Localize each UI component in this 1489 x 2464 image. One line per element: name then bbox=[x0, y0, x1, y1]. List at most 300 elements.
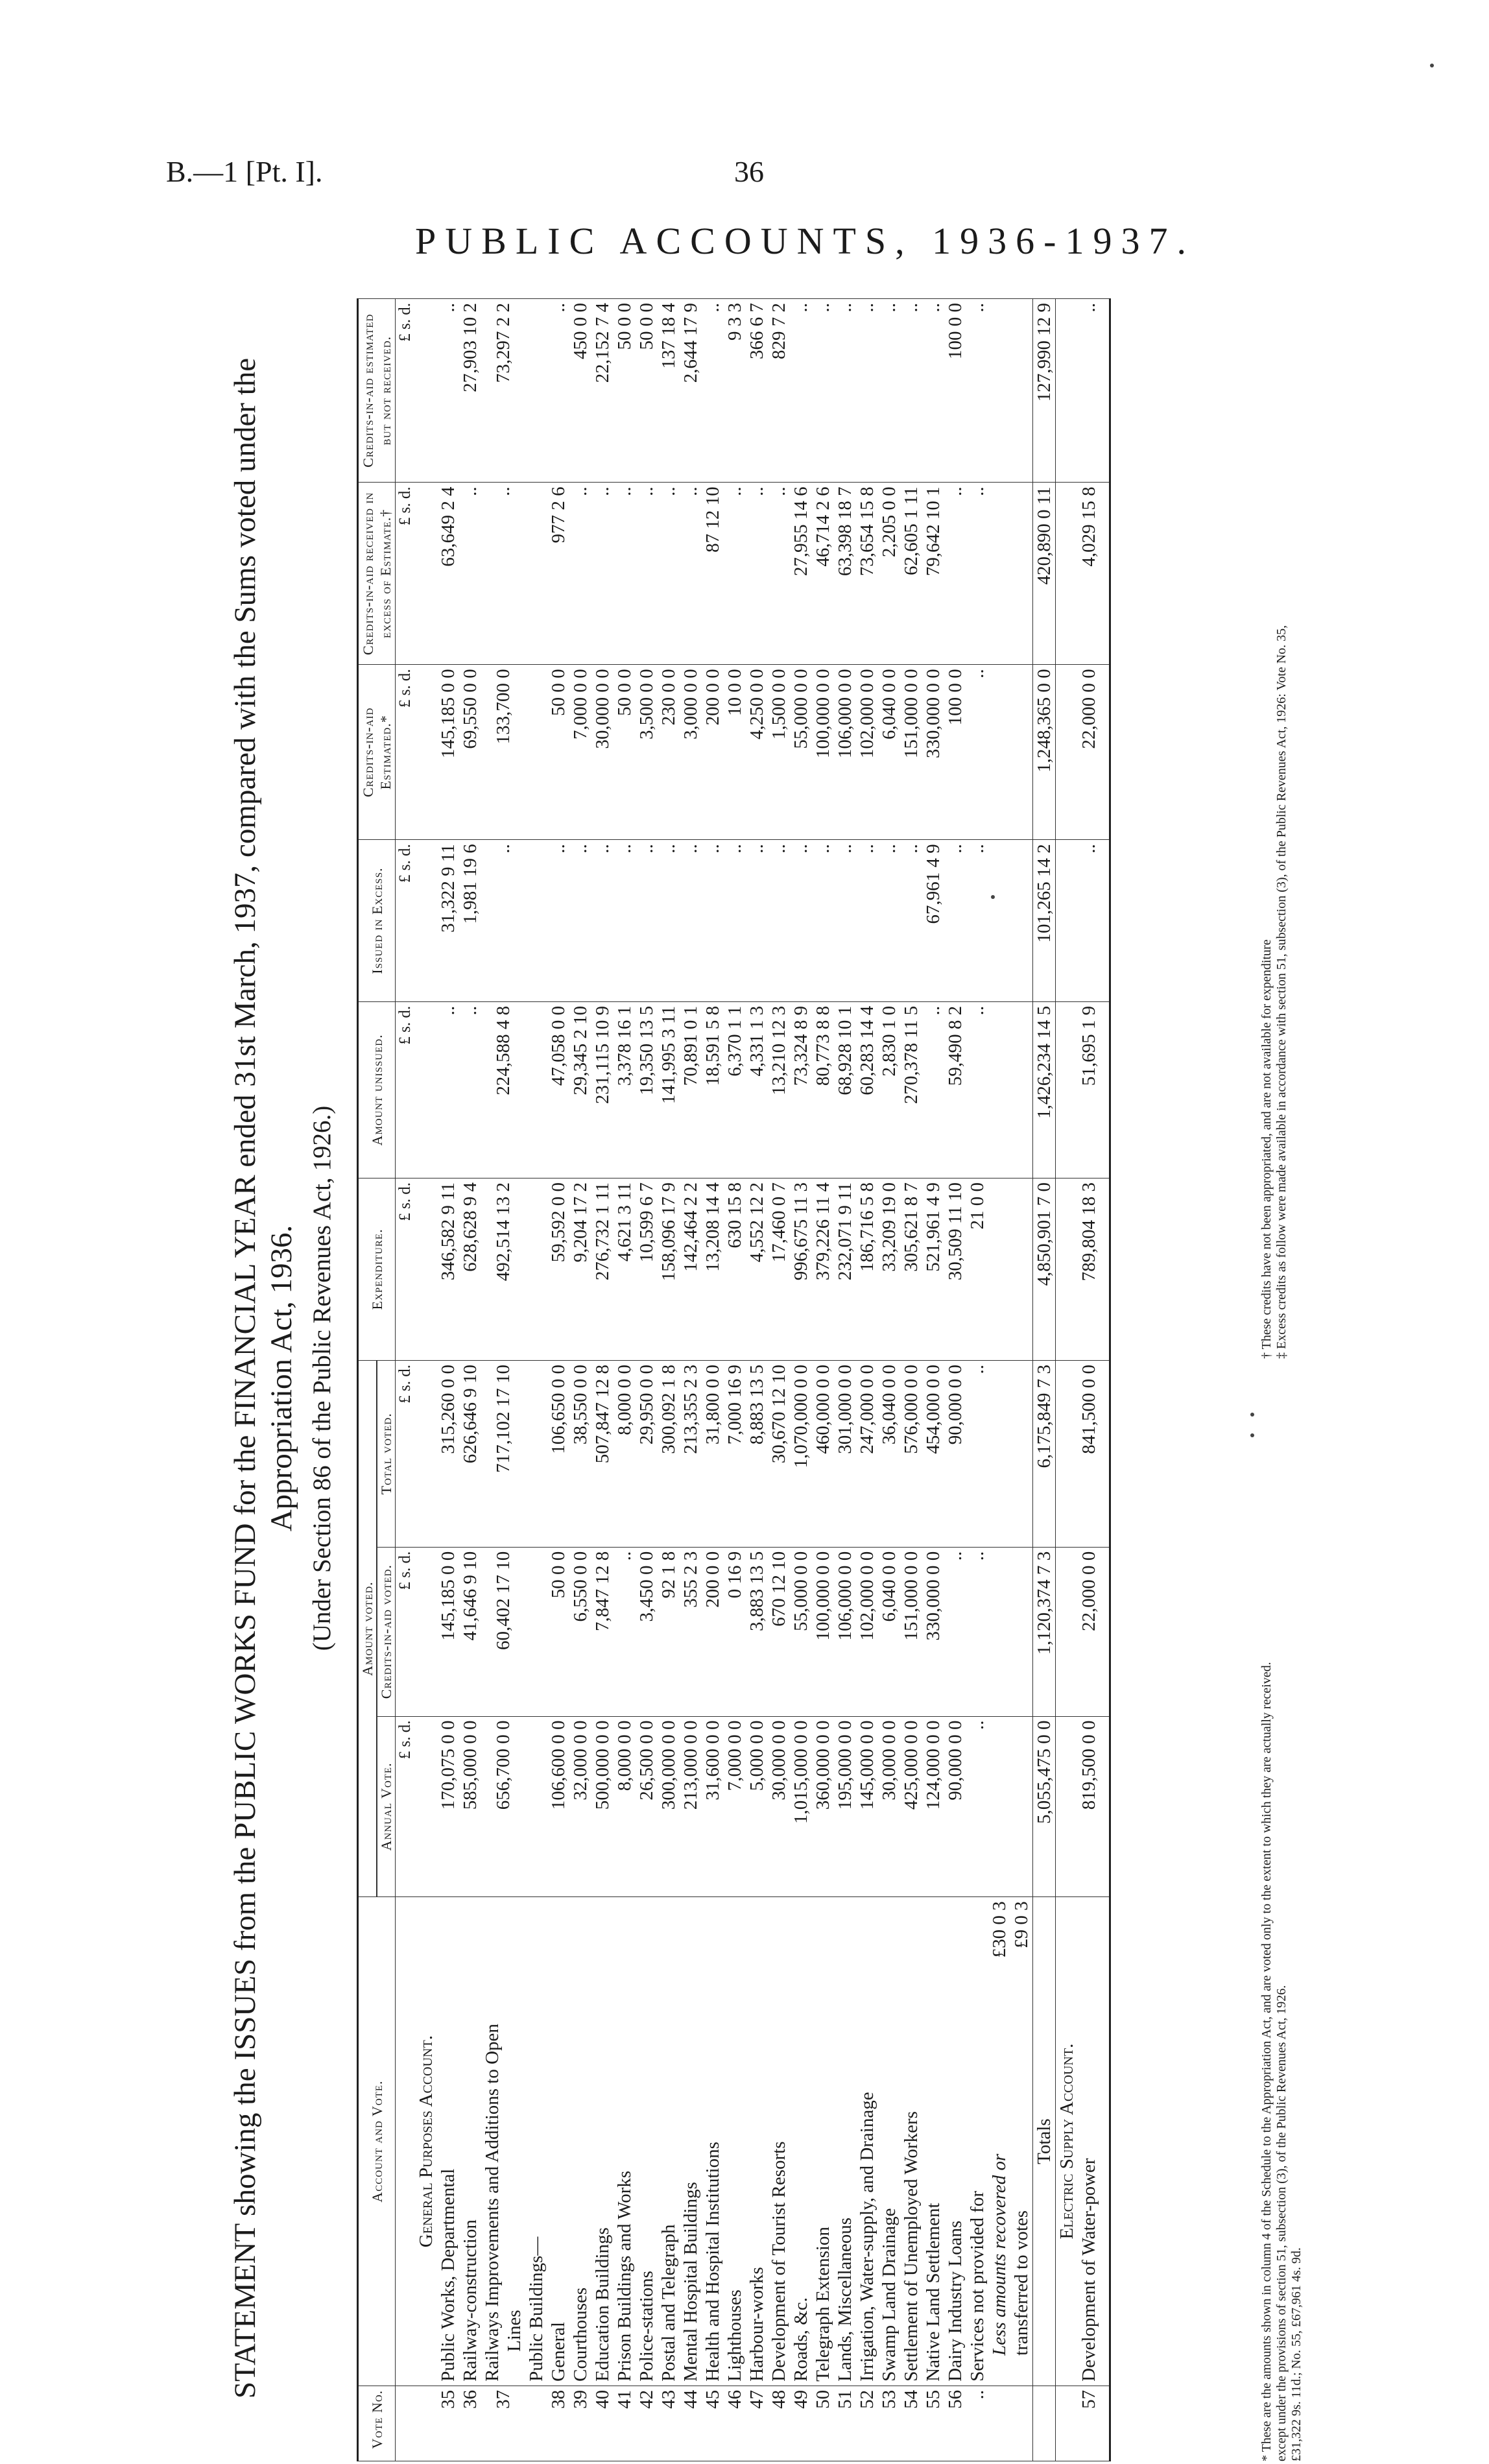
amount-cia-est: 100 0 0 bbox=[944, 665, 966, 840]
amount-unissued: 4,331 1 3 bbox=[746, 1001, 768, 1178]
amount-cia-nr: 22,152 7 4 bbox=[591, 299, 613, 483]
vote-name-text: Telegraph Extension bbox=[813, 2227, 833, 2382]
units-cell: £ s. d. bbox=[396, 1001, 416, 1178]
amount-unissued: 13,210 12 3 bbox=[768, 1001, 790, 1178]
amount-exp: 305,621 8 7 bbox=[900, 1178, 922, 1360]
empty-cell bbox=[988, 840, 1010, 1002]
vote-name-text: Mental Hospital Buildings bbox=[680, 2182, 701, 2382]
vote-number: 51 bbox=[834, 2386, 856, 2461]
vote-name-text: Lighthouses bbox=[724, 2290, 745, 2382]
amount-exp: 276,732 1 11 bbox=[591, 1178, 613, 1360]
amount-excess: .. bbox=[900, 840, 922, 1002]
less-amount: £9 0 3 bbox=[1011, 1901, 1032, 1948]
amount-cia-exc: .. bbox=[591, 483, 613, 665]
vote-name-continued: Lines bbox=[504, 2310, 525, 2352]
amount-cia: 102,000 0 0 bbox=[856, 1547, 878, 1716]
table-row bbox=[591, 299, 613, 2461]
table-row bbox=[702, 299, 724, 2461]
empty-cell bbox=[1056, 483, 1078, 665]
amount-excess: .. bbox=[569, 840, 591, 1002]
amount-unissued: 60,283 14 4 bbox=[856, 1001, 878, 1178]
empty-cell bbox=[988, 1178, 1010, 1360]
amount-unissued: 6,370 1 1 bbox=[724, 1001, 746, 1178]
section-row-electric bbox=[1056, 299, 1078, 2461]
vote-number: 35 bbox=[437, 2386, 459, 2461]
amount-excess: .. bbox=[834, 840, 856, 1002]
vote-name-text: Dairy Industry Loans bbox=[945, 2220, 966, 2382]
amount-cia: 55,000 0 0 bbox=[790, 1547, 812, 1716]
vote-name bbox=[437, 1897, 459, 2386]
footnote-dagger-line1: † These credits have not been appropriated, and are not available for expenditure bbox=[1259, 939, 1274, 1359]
amount-annual: 656,700 0 0 bbox=[481, 1716, 525, 1897]
amount-annual: 360,000 0 0 bbox=[812, 1716, 834, 1897]
amount-annual: 1,015,000 0 0 bbox=[790, 1716, 812, 1897]
vote-name bbox=[569, 1897, 591, 2386]
amount-exp: 9,204 17 2 bbox=[569, 1178, 591, 1360]
table-row bbox=[834, 299, 856, 2461]
amount-annual: 7,000 0 0 bbox=[724, 1716, 746, 1897]
col-unissued: Amount unissued. bbox=[358, 1001, 396, 1178]
units-cell: £ s. d. bbox=[396, 1547, 416, 1716]
vote-number: 54 bbox=[900, 2386, 922, 2461]
empty-cell bbox=[1100, 1897, 1110, 2386]
amount-exp: 628,628 9 4 bbox=[459, 1178, 481, 1360]
empty-cell bbox=[1056, 299, 1078, 483]
empty-cell bbox=[1010, 1178, 1033, 1360]
vote-name bbox=[613, 1897, 636, 2386]
amount-cia-est: 133,700 0 bbox=[481, 665, 525, 840]
less-amount: £30 0 3 bbox=[989, 1901, 1010, 1958]
amount-total: 31,800 0 0 bbox=[702, 1360, 724, 1547]
amount-cia-exc: 977 2 6 bbox=[547, 483, 569, 665]
amount-excess: .. bbox=[966, 840, 988, 1002]
table-row bbox=[746, 299, 768, 2461]
amount-unissued: 68,928 10 1 bbox=[834, 1001, 856, 1178]
less-label bbox=[988, 1897, 1010, 2386]
amount-cia-nr: 2,644 17 9 bbox=[680, 299, 702, 483]
vote-name-text: Postal and Telegraph bbox=[658, 2224, 679, 2382]
amount-cia-nr: 450 0 0 bbox=[569, 299, 591, 483]
statement-title-line1: STATEMENT showing the ISSUES from the PUBLIC WORKS FUND for the FINANCIAL YEAR ended 31st March, 1937, compared with the Sums voted under the bbox=[228, 357, 262, 2399]
amount-exp: 346,582 9 11 bbox=[437, 1178, 459, 1360]
amount-excess: 1,981 19 6 bbox=[459, 840, 481, 1002]
empty-cell bbox=[1100, 665, 1110, 840]
section-cell bbox=[1056, 2386, 1078, 2461]
amount-cia-nr: 9 3 3 bbox=[724, 299, 746, 483]
amount-cia-est: 200 0 0 bbox=[702, 665, 724, 840]
amount-cia-nr: .. bbox=[856, 299, 878, 483]
amount-exp: 4,552 12 2 bbox=[746, 1178, 768, 1360]
amount-excess: .. bbox=[812, 840, 834, 1002]
vote-name bbox=[944, 1897, 966, 2386]
amount-total: 460,000 0 0 bbox=[812, 1360, 834, 1547]
vote-name bbox=[459, 1897, 481, 2386]
amount-cia-est: 7,000 0 0 bbox=[569, 665, 591, 840]
statement-subtitle: (Under Section 86 of the Public Revenues Act, 1926.) bbox=[308, 1105, 336, 1651]
empty-cell bbox=[988, 1547, 1010, 1716]
amount-total: 454,000 0 0 bbox=[922, 1360, 944, 1547]
amount-cia: 355 2 3 bbox=[680, 1547, 702, 1716]
footnote-star bbox=[1259, 1398, 1304, 2461]
amount-exp: 142,464 2 2 bbox=[680, 1178, 702, 1360]
amount-annual: 170,075 0 0 bbox=[437, 1716, 459, 1897]
amount-exp bbox=[525, 1178, 547, 1360]
amount-excess: .. bbox=[680, 840, 702, 1002]
amount-total: 315,260 0 0 bbox=[437, 1360, 459, 1547]
vote-name bbox=[746, 1897, 768, 2386]
amount-cia-exc: 2,205 0 0 bbox=[878, 483, 900, 665]
amount-exp: 10,599 6 7 bbox=[636, 1178, 658, 1360]
vote-number: .. bbox=[966, 2386, 988, 2461]
units-row bbox=[396, 299, 416, 2461]
amount-unissued: .. bbox=[966, 1001, 988, 1178]
amount-excess: .. bbox=[613, 840, 636, 1002]
amount-unissued: 70,891 0 1 bbox=[680, 1001, 702, 1178]
empty-cell bbox=[1010, 840, 1033, 1002]
amount-cia-exc: 63,398 18 7 bbox=[834, 483, 856, 665]
amount-cia-nr: 100 0 0 bbox=[944, 299, 966, 483]
empty-cell bbox=[1056, 1547, 1078, 1716]
amount-unissued: .. bbox=[459, 1001, 481, 1178]
amount-total: 841,500 0 0 bbox=[1078, 1360, 1100, 1547]
empty-cell bbox=[1010, 1547, 1033, 1716]
empty-cell bbox=[1056, 1178, 1078, 1360]
vote-name bbox=[856, 1897, 878, 2386]
table-row bbox=[768, 299, 790, 2461]
total-unissued: 1,426,234 14 5 bbox=[1033, 1001, 1056, 1178]
amount-cia: .. bbox=[966, 1547, 988, 1716]
amount-exp: 158,096 17 9 bbox=[658, 1178, 680, 1360]
less-label bbox=[1010, 1897, 1033, 2386]
total-total: 6,175,849 7 3 bbox=[1033, 1360, 1056, 1547]
amount-cia-est: 30,000 0 0 bbox=[591, 665, 613, 840]
amount-annual: 30,000 0 0 bbox=[878, 1716, 900, 1897]
amount-cia-est: 55,000 0 0 bbox=[790, 665, 812, 840]
amount-annual: 26,500 0 0 bbox=[636, 1716, 658, 1897]
amount-unissued: 51,695 1 9 bbox=[1078, 1001, 1100, 1178]
vote-name-text: Roads, &c. bbox=[791, 2297, 811, 2382]
empty-cell bbox=[1100, 1001, 1110, 1178]
vote-name-text: Prison Buildings and Works bbox=[614, 2170, 635, 2382]
totals-row bbox=[1033, 299, 1056, 2461]
vote-number bbox=[1033, 2386, 1056, 2461]
totals-label: Totals bbox=[1033, 1897, 1056, 2386]
footnote-star-line1: * These are the amounts shown in column 4 of the Schedule to the Appropriation Act, and are voted only to the extent to which they are actually received. bbox=[1259, 1662, 1274, 2461]
amount-cia-nr: 73,297 2 2 bbox=[481, 299, 525, 483]
amount-cia-nr: 50 0 0 bbox=[636, 299, 658, 483]
section-heading-general: General Purposes Account. bbox=[415, 1897, 437, 2386]
units-cell: £ s. d. bbox=[396, 1360, 416, 1547]
units-cell bbox=[396, 2386, 416, 2461]
amount-cia-est: 145,185 0 0 bbox=[437, 665, 459, 840]
vote-name-text: Public Buildings— bbox=[526, 2236, 547, 2382]
rotated-statement bbox=[227, 295, 1304, 2461]
amount-total: 30,670 12 10 bbox=[768, 1360, 790, 1547]
vote-name-text: Public Works, Departmental bbox=[438, 2168, 459, 2382]
less-text: Less amounts recovered or bbox=[989, 2153, 1010, 2356]
amount-unissued: 59,490 8 2 bbox=[944, 1001, 966, 1178]
amount-exp: 521,961 4 9 bbox=[922, 1178, 944, 1360]
vote-name bbox=[768, 1897, 790, 2386]
vote-name bbox=[680, 1897, 702, 2386]
amount-total: 1,070,000 0 0 bbox=[790, 1360, 812, 1547]
amount-excess: .. bbox=[591, 840, 613, 1002]
issues-table bbox=[357, 298, 1111, 2461]
amount-cia-est: 22,000 0 0 bbox=[1078, 665, 1100, 840]
amount-cia: .. bbox=[944, 1547, 966, 1716]
amount-unissued: 80,773 8 8 bbox=[812, 1001, 834, 1178]
amount-cia-nr: .. bbox=[922, 299, 944, 483]
amount-total: 8,000 0 0 bbox=[613, 1360, 636, 1547]
amount-cia-exc: 87 12 10 bbox=[702, 483, 724, 665]
spacer-row bbox=[1100, 299, 1110, 2461]
table-row bbox=[878, 299, 900, 2461]
statement-title bbox=[227, 295, 300, 2461]
section-cell bbox=[415, 2386, 437, 2461]
empty-cell bbox=[1100, 1547, 1110, 1716]
amount-cia-exc: .. bbox=[746, 483, 768, 665]
amount-unissued bbox=[525, 1001, 547, 1178]
vote-number: 46 bbox=[724, 2386, 746, 2461]
table-row bbox=[636, 299, 658, 2461]
amount-annual: 819,500 0 0 bbox=[1078, 1716, 1100, 1897]
amount-excess: .. bbox=[481, 840, 525, 1002]
amount-cia-exc: .. bbox=[680, 483, 702, 665]
empty-cell bbox=[988, 483, 1010, 665]
amount-cia-est: 151,000 0 0 bbox=[900, 665, 922, 840]
amount-cia-nr: .. bbox=[878, 299, 900, 483]
empty-cell bbox=[988, 299, 1010, 483]
vote-name bbox=[922, 1897, 944, 2386]
units-cell: £ s. d. bbox=[396, 1178, 416, 1360]
amount-annual: 300,000 0 0 bbox=[658, 1716, 680, 1897]
amount-cia-nr bbox=[525, 299, 547, 483]
page-number: 36 bbox=[734, 155, 764, 188]
amount-annual: 31,600 0 0 bbox=[702, 1716, 724, 1897]
amount-cia-exc bbox=[525, 483, 547, 665]
amount-exp: 232,071 9 11 bbox=[834, 1178, 856, 1360]
table-row bbox=[437, 299, 459, 2461]
amount-total: 507,847 12 8 bbox=[591, 1360, 613, 1547]
amount-unissued: 29,345 2 10 bbox=[569, 1001, 591, 1178]
amount-total: 576,000 0 0 bbox=[900, 1360, 922, 1547]
vote-name bbox=[966, 1897, 988, 2386]
amount-annual: 8,000 0 0 bbox=[613, 1716, 636, 1897]
amount-total bbox=[525, 1360, 547, 1547]
amount-total: 106,650 0 0 bbox=[547, 1360, 569, 1547]
amount-unissued: 19,350 13 5 bbox=[636, 1001, 658, 1178]
col-cia-not-received: Credits-in-aid estimated but not received. bbox=[358, 299, 396, 483]
amount-unissued: .. bbox=[437, 1001, 459, 1178]
units-cell: £ s. d. bbox=[396, 665, 416, 840]
col-expenditure: Expenditure. bbox=[358, 1178, 396, 1360]
amount-cia-est bbox=[525, 665, 547, 840]
amount-cia-exc: .. bbox=[636, 483, 658, 665]
header-row bbox=[358, 299, 377, 2461]
col-total-voted: Total voted. bbox=[377, 1360, 396, 1547]
vote-name-text: Lands, Miscellaneous bbox=[835, 2217, 855, 2382]
amount-cia-nr: .. bbox=[702, 299, 724, 483]
empty-cell bbox=[988, 1360, 1010, 1547]
amount-exp: 379,226 11 4 bbox=[812, 1178, 834, 1360]
vote-number: 49 bbox=[790, 2386, 812, 2461]
amount-excess: .. bbox=[746, 840, 768, 1002]
empty-cell bbox=[1100, 299, 1110, 483]
amount-cia: 41,646 9 10 bbox=[459, 1547, 481, 1716]
amount-cia: 145,185 0 0 bbox=[437, 1547, 459, 1716]
vote-name-text: Native Land Settlement bbox=[923, 2203, 944, 2382]
amount-cia-nr: 27,903 10 2 bbox=[459, 299, 481, 483]
amount-excess: .. bbox=[768, 840, 790, 1002]
vote-name bbox=[724, 1897, 746, 2386]
amount-cia-exc: .. bbox=[944, 483, 966, 665]
vote-name bbox=[834, 1897, 856, 2386]
running-title: PUBLIC ACCOUNTS, 1936-1937. bbox=[415, 220, 1195, 262]
footnote-star-line2: except under the provisions of section 51, subsection (3), of the Public Revenues Act, 1926. bbox=[1274, 1985, 1289, 2461]
empty-cell bbox=[1056, 1001, 1078, 1178]
speck bbox=[1430, 64, 1434, 67]
amount-cia-exc: .. bbox=[569, 483, 591, 665]
table-row bbox=[944, 299, 966, 2461]
amount-cia: 6,040 0 0 bbox=[878, 1547, 900, 1716]
empty-cell bbox=[1100, 2386, 1110, 2461]
table-row bbox=[966, 299, 988, 2461]
empty-cell bbox=[1010, 1716, 1033, 1897]
amount-cia: 106,000 0 0 bbox=[834, 1547, 856, 1716]
amount-annual: 106,600 0 0 bbox=[547, 1716, 569, 1897]
amount-cia: 151,000 0 0 bbox=[900, 1547, 922, 1716]
amount-cia-nr: .. bbox=[1078, 299, 1100, 483]
vote-name-text: Swamp Land Drainage bbox=[879, 2208, 899, 2382]
amount-cia-exc: 79,642 10 1 bbox=[922, 483, 944, 665]
empty-cell bbox=[1056, 665, 1078, 840]
amount-cia-exc: .. bbox=[459, 483, 481, 665]
vote-number: 52 bbox=[856, 2386, 878, 2461]
amount-annual: 32,000 0 0 bbox=[569, 1716, 591, 1897]
table-row bbox=[724, 299, 746, 2461]
vote-name bbox=[547, 1897, 569, 2386]
empty-cell bbox=[1010, 483, 1033, 665]
vote-number: 40 bbox=[591, 2386, 613, 2461]
col-cia-excess: Credits-in-aid received in excess of Estimate.† bbox=[358, 483, 396, 665]
amount-exp: 17,460 0 7 bbox=[768, 1178, 790, 1360]
vote-number: 53 bbox=[878, 2386, 900, 2461]
vote-number: 44 bbox=[680, 2386, 702, 2461]
vote-number: 45 bbox=[702, 2386, 724, 2461]
table-row bbox=[680, 299, 702, 2461]
vote-name bbox=[790, 1897, 812, 2386]
amount-total: 38,550 0 0 bbox=[569, 1360, 591, 1547]
empty-cell bbox=[1100, 840, 1110, 1002]
vote-number: 50 bbox=[812, 2386, 834, 2461]
total-excess: 101,265 14 2 bbox=[1033, 840, 1056, 1002]
table-row bbox=[658, 299, 680, 2461]
amount-cia-nr: .. bbox=[834, 299, 856, 483]
amount-excess bbox=[525, 840, 547, 1002]
amount-cia: 330,000 0 0 bbox=[922, 1547, 944, 1716]
amount-cia-est: 50 0 0 bbox=[547, 665, 569, 840]
amount-cia: 3,450 0 0 bbox=[636, 1547, 658, 1716]
amount-excess: .. bbox=[724, 840, 746, 1002]
amount-exp: 13,208 14 4 bbox=[702, 1178, 724, 1360]
vote-number: 57 bbox=[1078, 2386, 1100, 2461]
vote-name bbox=[481, 1897, 525, 2386]
amount-cia-est: 1,500 0 0 bbox=[768, 665, 790, 840]
empty-cell bbox=[1100, 1716, 1110, 1897]
section-reference: B.—1 [Pt. I]. bbox=[166, 155, 323, 188]
vote-number: 41 bbox=[613, 2386, 636, 2461]
amount-total: 301,000 0 0 bbox=[834, 1360, 856, 1547]
amount-annual: .. bbox=[966, 1716, 988, 1897]
less-text: transferred to votes bbox=[1011, 2210, 1032, 2356]
empty-cell bbox=[1010, 1360, 1033, 1547]
amount-total: 7,000 16 9 bbox=[724, 1360, 746, 1547]
footnote-dagger-line2: ‡ Excess credits as follow were made available in accordance with section 51, subsection (3), of the Public Revenues Act, 1926: Vote No. 35, bbox=[1274, 625, 1289, 1359]
amount-cia-est: 50 0 0 bbox=[613, 665, 636, 840]
amount-cia-est: 330,000 0 0 bbox=[922, 665, 944, 840]
amount-cia-nr: 366 6 7 bbox=[746, 299, 768, 483]
empty-cell bbox=[1100, 483, 1110, 665]
less-row bbox=[1010, 299, 1033, 2461]
vote-number bbox=[1010, 2386, 1033, 2461]
amount-excess: .. bbox=[790, 840, 812, 1002]
amount-cia-exc: .. bbox=[724, 483, 746, 665]
vote-name bbox=[900, 1897, 922, 2386]
col-amount-voted: Amount voted. bbox=[358, 1360, 377, 1896]
amount-cia-est: 10 0 0 bbox=[724, 665, 746, 840]
amount-unissued: 47,058 0 0 bbox=[547, 1001, 569, 1178]
col-account: Account and Vote. bbox=[358, 1897, 396, 2386]
amount-excess: .. bbox=[856, 840, 878, 1002]
amount-total: 213,355 2 3 bbox=[680, 1360, 702, 1547]
vote-name: Development of Water-power bbox=[1078, 1897, 1100, 2386]
amount-exp: 996,675 11 3 bbox=[790, 1178, 812, 1360]
amount-cia-est: .. bbox=[966, 665, 988, 840]
empty-cell bbox=[1056, 840, 1078, 1002]
table-row bbox=[569, 299, 591, 2461]
amount-unissued: 2,830 1 0 bbox=[878, 1001, 900, 1178]
amount-cia-exc: 73,654 15 8 bbox=[856, 483, 878, 665]
units-cell: £ s. d. bbox=[396, 483, 416, 665]
amount-cia: 6,550 0 0 bbox=[569, 1547, 591, 1716]
amount-cia-est: 230 0 0 bbox=[658, 665, 680, 840]
amount-cia: 92 1 8 bbox=[658, 1547, 680, 1716]
amount-cia-exc: 63,649 2 4 bbox=[437, 483, 459, 665]
amount-annual: 213,000 0 0 bbox=[680, 1716, 702, 1897]
vote-name-text: Police-stations bbox=[636, 2271, 657, 2382]
amount-excess: .. bbox=[944, 840, 966, 1002]
vote-name-text: Settlement of Unemployed Workers bbox=[901, 2111, 922, 2382]
amount-cia-est: 69,550 0 0 bbox=[459, 665, 481, 840]
amount-excess: .. bbox=[878, 840, 900, 1002]
amount-cia-est: 6,040 0 0 bbox=[878, 665, 900, 840]
col-vote-no: Vote No. bbox=[358, 2386, 396, 2461]
empty-cell bbox=[1010, 1001, 1033, 1178]
empty-cell bbox=[1100, 1360, 1110, 1547]
amount-cia-est: 100,000 0 0 bbox=[812, 665, 834, 840]
total-annual: 5,055,475 0 0 bbox=[1033, 1716, 1056, 1897]
amount-exp: 33,209 19 0 bbox=[878, 1178, 900, 1360]
amount-annual: 195,000 0 0 bbox=[834, 1716, 856, 1897]
empty-cell bbox=[988, 665, 1010, 840]
amount-unissued: 231,115 10 9 bbox=[591, 1001, 613, 1178]
amount-cia: 3,883 13 5 bbox=[746, 1547, 768, 1716]
amount-exp: 59,592 0 0 bbox=[547, 1178, 569, 1360]
amount-cia-nr: .. bbox=[966, 299, 988, 483]
statement-title-line2: Appropriation Act, 1936. bbox=[265, 1225, 298, 1532]
section-row-general bbox=[415, 299, 437, 2461]
vote-number bbox=[988, 2386, 1010, 2461]
